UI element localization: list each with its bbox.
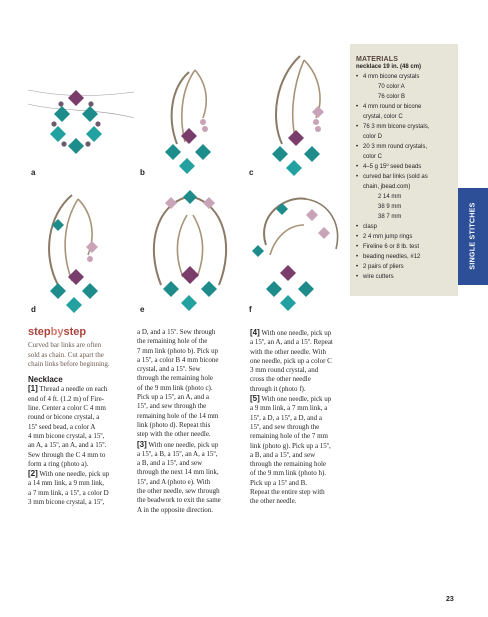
text-line: cross the other needle bbox=[250, 375, 311, 384]
photo-c bbox=[246, 48, 352, 177]
text-line: a 15º, an A, and a 15º. Repeat bbox=[250, 338, 333, 347]
text-line: [1] Thread a needle on each bbox=[28, 384, 108, 394]
text-line: Pick up a 15º and B. bbox=[250, 478, 307, 487]
materials-item: • 20 3 mm round crystals, bbox=[356, 142, 458, 152]
photo-e bbox=[137, 185, 243, 314]
materials-item: 76 color B bbox=[378, 94, 406, 100]
beads-links-illustration bbox=[137, 185, 243, 314]
materials-subtitle: necklace 19 in. (48 cm) bbox=[356, 64, 422, 70]
text-line: Pick up a 15º, an A, and a bbox=[137, 393, 209, 402]
text-line: through the remaining hole bbox=[137, 374, 214, 383]
text-line: a 14 mm link, a 9 mm link, bbox=[28, 479, 105, 488]
section-tab bbox=[458, 188, 488, 285]
text-line: a 15º, a B, a 15º, an A, a 15º, bbox=[137, 449, 218, 458]
text-line: a B, and a 15º, and sew bbox=[250, 450, 316, 459]
text-line: remaining hole of the 7 mm bbox=[250, 432, 328, 441]
text-line: a 7 mm link, a 15º, a color D bbox=[28, 488, 109, 497]
text-line: 15º, and sew through the bbox=[137, 402, 207, 411]
beads-links-illustration bbox=[137, 48, 243, 177]
text-line: through the remaining hole bbox=[250, 460, 327, 469]
materials-box bbox=[350, 44, 458, 296]
text-line: [3] With one needle, pick up bbox=[137, 439, 219, 449]
text-line: Curved bar links are often bbox=[28, 341, 102, 350]
materials-item: • 4 mm bicone crystals bbox=[356, 72, 458, 82]
materials-item: • clasp bbox=[356, 222, 458, 232]
text-line: step with the other needle. bbox=[137, 430, 211, 439]
text-line: sold as chain. Cut apart the bbox=[28, 350, 104, 359]
text-line: Repeat the entire step with bbox=[250, 488, 325, 497]
text-line: [2] With one needle, pick up bbox=[28, 469, 110, 479]
heading-step: step bbox=[28, 326, 51, 338]
heading-by: by bbox=[50, 326, 64, 338]
text-line: with the other needle. With bbox=[250, 347, 326, 356]
step-number: [4] bbox=[250, 328, 260, 337]
photo-b bbox=[137, 48, 243, 177]
materials-item: color D bbox=[363, 134, 383, 140]
text-line: an A, a 15º, an A, and a 15º. bbox=[28, 441, 107, 450]
photo-label: e bbox=[140, 305, 145, 314]
intro-paragraph bbox=[28, 341, 132, 369]
materials-item: • Fireline 6 or 8 lb. test bbox=[356, 242, 458, 252]
text-line: a 9 mm link, a 7 mm link, a bbox=[250, 404, 328, 413]
text-line: link (photo d). Repeat this bbox=[137, 420, 211, 429]
materials-item: 70 color A bbox=[378, 84, 405, 90]
text-line: form a ring (photo a). bbox=[28, 459, 89, 468]
materials-item: • 76 3 mm bicone crystals, bbox=[356, 122, 458, 132]
materials-title: MATERIALS bbox=[356, 56, 399, 63]
text-line: 3 mm bicone crystal, a 15º, bbox=[28, 498, 105, 507]
text-line: of the 9 mm link (photo c). bbox=[137, 383, 213, 392]
text-line: a B, and a 15º, and sew bbox=[137, 459, 203, 468]
materials-item: 38 7 mm bbox=[378, 214, 402, 220]
photo-f bbox=[246, 185, 352, 314]
heading-step-2: step bbox=[63, 326, 87, 338]
section-heading bbox=[28, 328, 132, 337]
col1-body bbox=[28, 384, 132, 507]
photo-label: a bbox=[31, 168, 36, 177]
materials-item: color C bbox=[363, 154, 383, 160]
materials-item: 2 14 mm bbox=[378, 194, 402, 200]
photo-label: b bbox=[140, 168, 145, 177]
text-line: chain links before beginning. bbox=[28, 359, 110, 368]
text-line: the other needle. bbox=[250, 497, 297, 506]
photo-label: c bbox=[249, 168, 254, 177]
beads-links-illustration bbox=[246, 48, 352, 177]
text-line: [4] With one needle, pick up bbox=[250, 328, 332, 337]
text-line: Sew through the C 4 mm to bbox=[28, 450, 106, 459]
text-line: 3 mm round crystal, and bbox=[250, 366, 319, 375]
step-number: [3] bbox=[137, 439, 147, 449]
photo-label: f bbox=[249, 305, 252, 314]
materials-item: 38 9 mm bbox=[378, 204, 402, 210]
photo-a bbox=[28, 48, 134, 177]
text-line: a 15º, a color B 4 mm bicone bbox=[137, 355, 219, 364]
text-line: the other needle, sew through bbox=[137, 487, 220, 496]
materials-item: • curved bar links (sold as bbox=[356, 172, 458, 182]
text-line: through the next 14 mm link, bbox=[137, 468, 219, 477]
text-line: 15º seed bead, a color A bbox=[28, 422, 96, 431]
text-line: 4 mm bicone crystal, a 15º, bbox=[28, 431, 105, 440]
materials-item: • 4–5 g 15º seed beads bbox=[356, 162, 458, 172]
materials-item: • wire cutters bbox=[356, 272, 458, 282]
text-line: 7 mm link (photo b). Pick up bbox=[137, 346, 219, 355]
text-line: the remaining hole of the bbox=[137, 337, 208, 346]
text-line: one needle, pick up a color C bbox=[250, 356, 332, 365]
step-number: [5] bbox=[250, 394, 260, 404]
necklace-subheading: Necklace bbox=[28, 375, 63, 385]
step-number: [2] bbox=[28, 469, 38, 479]
section-tab-label: SINGLE STITCHES bbox=[469, 202, 477, 270]
photo-d bbox=[28, 185, 134, 314]
text-line: of the 9 mm link (photo h). bbox=[250, 469, 327, 478]
materials-item: chain, jbead.com) bbox=[363, 184, 411, 190]
materials-item: • 2 pairs of pliers bbox=[356, 262, 458, 272]
text-line: link (photo g). Pick up a 15º, bbox=[250, 441, 331, 450]
beads-ring-illustration bbox=[28, 48, 134, 177]
text-column-3 bbox=[250, 328, 354, 507]
text-line: round or bicone crystal, a bbox=[28, 413, 100, 422]
step-number: [1] bbox=[28, 384, 38, 394]
text-column-1 bbox=[28, 328, 132, 507]
text-line: a D, and a 15º. Sew through bbox=[137, 328, 216, 336]
text-line: [5] With one needle, pick up bbox=[250, 394, 332, 404]
beads-links-illustration bbox=[246, 185, 352, 314]
text-line: line. Center a color C 4 mm bbox=[28, 404, 106, 413]
text-line: 15º, and A (photo e). With bbox=[137, 477, 211, 486]
text-column-2 bbox=[137, 328, 241, 515]
text-line: remaining hole of the 14 mm bbox=[137, 411, 219, 420]
materials-item: • 4 mm round or bicone bbox=[356, 102, 458, 112]
text-line: end of 4 ft. (1.2 m) of Fire- bbox=[28, 394, 105, 403]
text-line: the beadwork to exit the same bbox=[137, 496, 221, 505]
text-line: crystal, and a 15º. Sew bbox=[137, 365, 201, 374]
text-line: through it (photo f). bbox=[250, 384, 306, 393]
materials-item: • 2 4 mm jump rings bbox=[356, 232, 458, 242]
text-line: A in the opposite direction. bbox=[137, 505, 214, 514]
photo-label: d bbox=[31, 305, 36, 314]
materials-list bbox=[356, 72, 458, 282]
text-line: 15º, and sew through the bbox=[250, 422, 320, 431]
page-number: 23 bbox=[446, 596, 454, 603]
materials-item: crystal, color C bbox=[363, 114, 403, 120]
materials-item: • beading needles, #12 bbox=[356, 252, 458, 262]
beads-links-illustration bbox=[28, 185, 134, 314]
text-line: 15º, a D, a 15º, a D, and a bbox=[250, 413, 322, 422]
